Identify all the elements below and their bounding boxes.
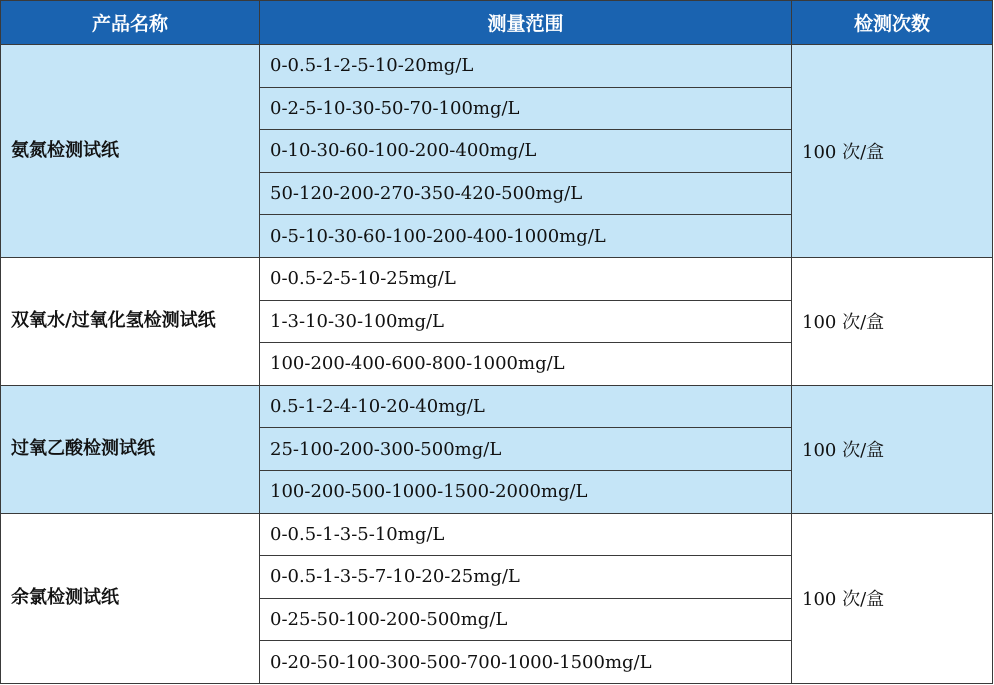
measure-range-cell: 0-20-50-100-300-500-700-1000-1500mg/L xyxy=(260,641,792,684)
measure-range-cell: 0-0.5-1-3-5-10mg/L xyxy=(260,513,792,556)
product-name-cell: 双氧水/过氧化氢检测试纸 xyxy=(1,257,260,385)
product-name-cell: 过氧乙酸检测试纸 xyxy=(1,385,260,513)
measure-range-cell: 0-0.5-1-2-5-10-20mg/L xyxy=(260,45,792,88)
table-row xyxy=(1,513,993,556)
test-count-cell: 100 次/盒 xyxy=(792,385,993,513)
test-count-cell: 100 次/盒 xyxy=(792,257,993,385)
product-name-cell: 余氯检测试纸 xyxy=(1,513,260,683)
table-body xyxy=(1,45,993,684)
measure-range-cell: 1-3-10-30-100mg/L xyxy=(260,300,792,343)
measure-range-cell: 0-5-10-30-60-100-200-400-1000mg/L xyxy=(260,215,792,258)
header-test-count: 检测次数 xyxy=(792,1,993,45)
measure-range-cell: 0-25-50-100-200-500mg/L xyxy=(260,598,792,641)
test-count-cell: 100 次/盒 xyxy=(792,45,993,258)
product-name-cell: 氨氮检测试纸 xyxy=(1,45,260,258)
measure-range-cell: 100-200-400-600-800-1000mg/L xyxy=(260,343,792,386)
measure-range-cell: 50-120-200-270-350-420-500mg/L xyxy=(260,172,792,215)
measure-range-cell: 0-0.5-1-3-5-7-10-20-25mg/L xyxy=(260,556,792,599)
test-count-cell: 100 次/盒 xyxy=(792,513,993,683)
measure-range-cell: 100-200-500-1000-1500-2000mg/L xyxy=(260,470,792,513)
measure-range-cell: 0-10-30-60-100-200-400mg/L xyxy=(260,130,792,173)
measure-range-cell: 0-2-5-10-30-50-70-100mg/L xyxy=(260,87,792,130)
measure-range-cell: 25-100-200-300-500mg/L xyxy=(260,428,792,471)
measure-range-cell: 0.5-1-2-4-10-20-40mg/L xyxy=(260,385,792,428)
header-product-name: 产品名称 xyxy=(1,1,260,45)
table-row xyxy=(1,385,993,428)
header-measure-range: 测量范围 xyxy=(260,1,792,45)
table-row xyxy=(1,257,993,300)
table-header xyxy=(1,1,993,45)
table-row xyxy=(1,45,993,88)
measure-range-cell: 0-0.5-2-5-10-25mg/L xyxy=(260,257,792,300)
header-row xyxy=(1,1,993,45)
